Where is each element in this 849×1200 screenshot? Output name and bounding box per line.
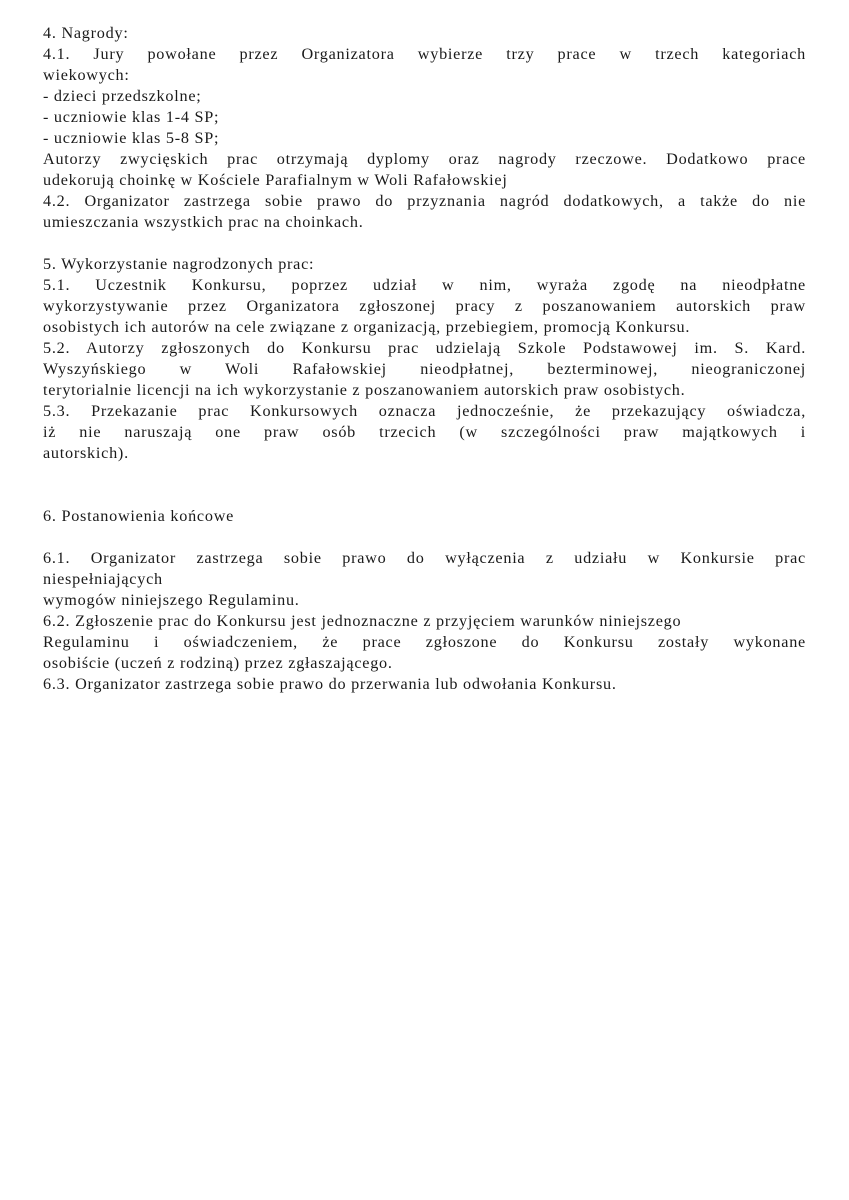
- paragraph-line: Autorzy zwycięskich prac otrzymają dyplomy oraz nagrody rzeczowe. Dodatkowo prace: [43, 150, 806, 168]
- paragraph-line: Wyszyńskiego w Woli Rafałowskiej nieodpłatnej, bezterminowej, nieograniczonej: [43, 360, 806, 378]
- paragraph-line: umieszczania wszystkich prac na choinkach.: [43, 213, 364, 231]
- list-item: - dzieci przedszkolne;: [43, 87, 202, 105]
- paragraph-line: osobiście (uczeń z rodziną) przez zgłaszającego.: [43, 654, 393, 672]
- spacer: [43, 464, 806, 506]
- section-heading: 5. Wykorzystanie nagrodzonych prac:: [43, 255, 315, 273]
- section-postanowienia: [43, 506, 806, 695]
- spacer: [43, 527, 806, 548]
- paragraph-line: Regulaminu i oświadczeniem, że prace zgłoszone do Konkursu zostały wykonane: [43, 633, 806, 651]
- paragraph-line: 6.3. Organizator zastrzega sobie prawo do przerwania lub odwołania Konkursu.: [43, 675, 617, 693]
- document-page: [43, 23, 806, 695]
- paragraph-line: 4.2. Organizator zastrzega sobie prawo do przyznania nagród dodatkowych, a także do nie: [43, 192, 806, 210]
- paragraph-line: wymogów niniejszego Regulaminu.: [43, 591, 300, 609]
- section-wykorzystanie: [43, 254, 806, 464]
- section-nagrody: [43, 23, 806, 233]
- list-item: - uczniowie klas 5-8 SP;: [43, 129, 220, 147]
- paragraph-line: osobistych ich autorów na cele związane z organizacją, przebiegiem, promocją Konkursu.: [43, 318, 691, 336]
- paragraph-line: udekorują choinkę w Kościele Parafialnym w Woli Rafałowskiej: [43, 171, 508, 189]
- paragraph-line: 5.2. Autorzy zgłoszonych do Konkursu prac udzielają Szkole Podstawowej im. S. Kard.: [43, 339, 806, 357]
- paragraph-line: 6.2. Zgłoszenie prac do Konkursu jest jednoznaczne z przyjęciem warunków niniejszego: [43, 612, 682, 630]
- paragraph-line: 5.1. Uczestnik Konkursu, poprzez udział w nim, wyraża zgodę na nieodpłatne: [43, 276, 806, 294]
- paragraph-line: iż nie naruszają one praw osób trzecich (w szczególności praw majątkowych i: [43, 423, 806, 441]
- paragraph-line: autorskich).: [43, 444, 129, 462]
- paragraph-line: wykorzystywanie przez Organizatora zgłoszonej pracy z poszanowaniem autorskich praw: [43, 297, 806, 315]
- paragraph-line: 6.1. Organizator zastrzega sobie prawo do wyłączenia z udziału w Konkursie prac: [43, 549, 806, 567]
- section-heading: 6. Postanowienia końcowe: [43, 507, 235, 525]
- paragraph-line: 4.1. Jury powołane przez Organizatora wybierze trzy prace w trzech kategoriach: [43, 45, 806, 63]
- list-item: - uczniowie klas 1-4 SP;: [43, 108, 220, 126]
- paragraph-line: wiekowych:: [43, 66, 130, 84]
- spacer: [43, 233, 806, 254]
- paragraph-line: niespełniających: [43, 570, 163, 588]
- paragraph-line: terytorialnie licencji na ich wykorzystanie z poszanowaniem autorskich praw osobistych.: [43, 381, 686, 399]
- section-heading: 4. Nagrody:: [43, 24, 129, 42]
- paragraph-line: 5.3. Przekazanie prac Konkursowych oznacza jednocześnie, że przekazujący oświadcza,: [43, 402, 806, 420]
